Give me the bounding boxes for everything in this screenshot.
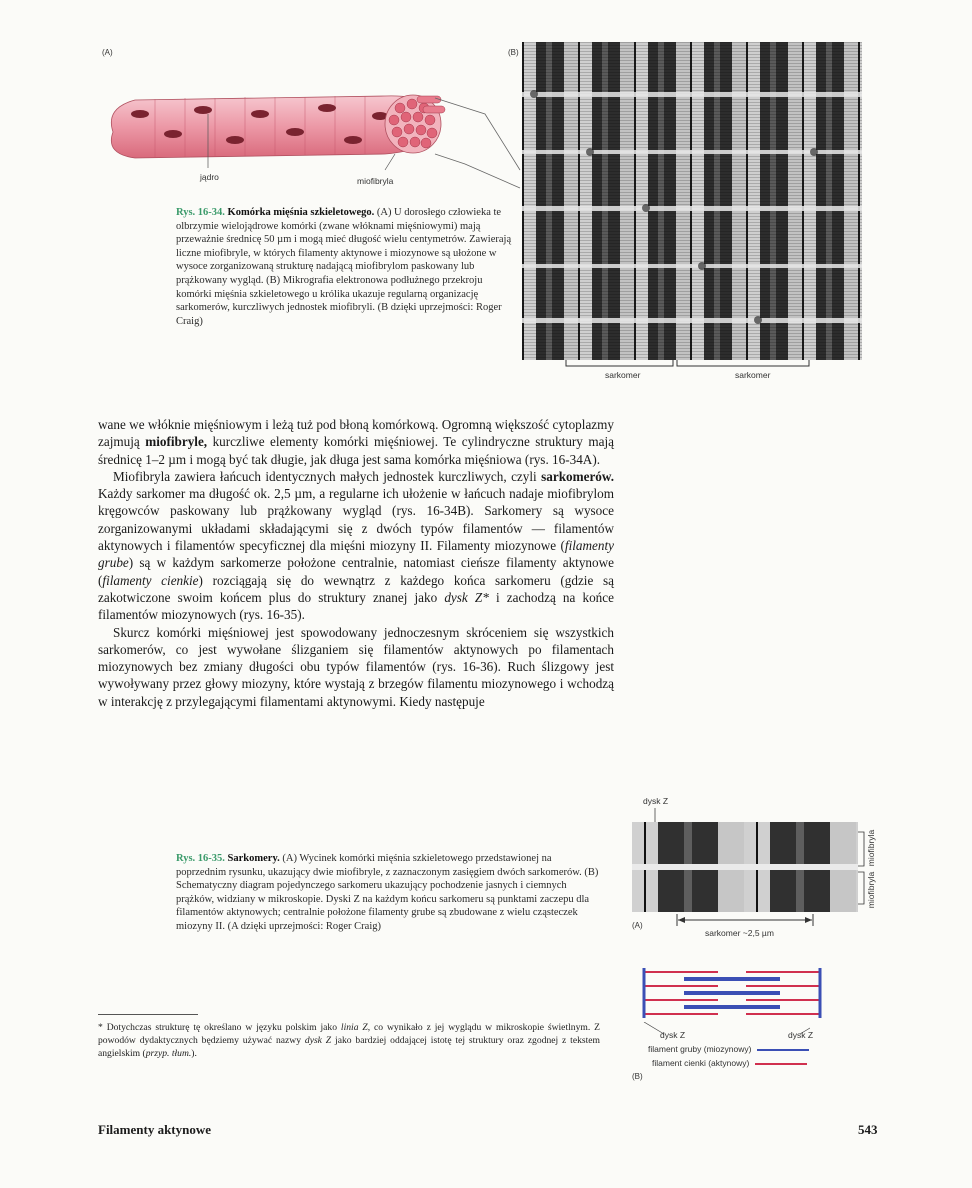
fig35-panel-b-letter: (B) [632,1072,643,1081]
fig34-panel-b-letter: (B) [508,48,519,57]
myofibril-label-1: miofibryla [866,829,876,867]
fig35-panel-a-letter: (A) [632,921,643,930]
footnote: * Dotychczas strukturę tę określano w języku polskim jako linia Z, co wynikało z jej wyglądu w mikroskopie świetlnym. Z powodów dydaktycznych będziemy używać nazwy dysk Z jako bardziej oddającej istotę tej struktury oraz zgodnej z tekstem angielskim (przyp. tłum.). [98,1022,600,1059]
legend-thick-swatch [757,1049,809,1051]
legend-thin-label: filament cienki (aktynowy) [652,1058,750,1068]
sarcomere-label-1: sarkomer [605,370,641,380]
label-nucleus: jądro [200,172,219,182]
paragraph-1: wane we włóknie mięśniowym i leżą tuż pod błoną komórkową. Ogromną większość cytoplazmy zajmują miofibryle, kurczliwe elementy komórki mięśniowej. Te cylindryczne struktury mają średnicę 1–2 µm i mogą być tak długie, jak długa jest sama komórka mięśniowa (rys. 16-34A). [98,417,614,467]
label-zdisc-left: dysk Z [660,1030,686,1040]
myofibril-label-2-wrap [862,872,876,908]
paragraph-3: Skurcz komórki mięśniowej jest spowodowany jednoczesnym skróceniem się wszystkich sarkomerów, co jest wywołane ślizganiem się filamentów aktynowych po filamentach miozynowych bez zmiany długości obu typów filamentów (rys. 16-36). Ruch ślizgowy jest wywoływany przez głowy miozyny, które wystają z brzegów filamentu miozynowego i wchodzą w interakcję z przylegającymi filamentami aktynowymi. Kiedy następuje [98,624,614,709]
sarcomere-brackets [565,360,815,374]
body-text-block [98,416,614,710]
figure-35-caption [176,852,600,934]
fig34-panel-a-letter: (A) [102,48,113,57]
label-zdisc-right: dysk Z [788,1030,814,1040]
caption-35-text: (A) Wycinek komórki mięśnia szkieletowego przedstawionej na poprzednim rysunku, ukazujący dwie miofibryle, z zaznaczonym zasięgiem dwóch sarkomerów. (B) Schematyczny diagram pojedynczego sarkomeru ukazujący pochodzenie jasnych i ciemnych prążków, widziany w mikroskopie. Dyski Z na każdym końcu sarkomeru są punktami zaczepu dla filamentów aktynowych; centralnie położone filamenty grube są zbudowane z wielu cząsteczek miozyny II. (A dzięki uprzejmości: Roger Craig) [176,853,599,932]
legend-thin-swatch [755,1063,807,1065]
myofibril-label-2: miofibryla [866,871,876,909]
footer-section-title: Filamenty aktynowe [98,1122,212,1137]
caption-number: Rys. 16-34. [176,207,225,218]
legend-thick [648,1044,809,1054]
myofibril-label-1-wrap [862,830,876,868]
sarcomere-schematic [632,966,832,1024]
muscle-fiber-illustration [95,70,535,190]
caption-text: (A) U dorosłego człowieka te olbrzymie wielojądrowe komórki (zwane włóknami mięśniowymi) mają przeważnie średnicę 50 µm i mogą mieć długość wielu centymetrów. Zawierają liczne miofibryle, w których filamenty aktynowe i miozynowe są ułożone w wysoce zorganizowaną strukturę nadającą miofibrylom paskowany lub prążkowany wygląd. (B) Mikrografia elektronowa podłużnego przekroju komórki mięśnia szkieletowego u królika ukazuje regularną organizację sarkomerów, kurczliwych jednostek miofibryli. (B dzięki uprzejmości: Roger Craig) [176,207,512,327]
electron-micrograph [522,42,862,360]
page-number: 543 [858,1122,878,1137]
paragraph-2: Miofibryla zawiera łańcuch identycznych małych jednostek kurczliwych, czyli sarkomerów. Każdy sarkomer ma długość ok. 2,5 µm, a regularne ich ułożenie w łańcuch nadaje miofibrylom kręgowców paskowany lub prążkowany wygląd (rys. 16-34B). Sarkomery są wysoce zorganizowanymi układami składającymi się z dwóch typów filamentów — filamentów aktynowych i filamentów specyficznej dla mięśni miozyny II. Filamenty miozynowe (filamenty grube) są w każdym sarkomerze położone centralnie, natomiast cieńsze filamenty aktynowe (filamenty cienkie) rozciągają się do wewnątrz z każdego końca sarkomeru (gdzie są zakotwiczone swoim końcem plus do struktury znanej jako dysk Z* i zachodzą na końce filamentów miozynowych (rys. 16-35). [98,468,614,623]
sarcomere-micrograph [632,822,858,912]
sarcomere-length-arrow [676,914,814,926]
caption-35-title: Sarkomery. [227,853,280,864]
figure-34-caption [176,206,512,328]
label-zdisc-top: dysk Z [643,796,669,806]
sarcomere-label-2: sarkomer [735,370,771,380]
sarcomere-length-label: sarkomer ~2,5 µm [705,928,774,938]
legend-thick-label: filament gruby (miozynowy) [648,1044,752,1054]
label-myofibril: miofibryla [357,176,394,186]
caption-35-number: Rys. 16-35. [176,853,225,864]
footnote-rule [98,1014,198,1015]
caption-title: Komórka mięśnia szkieletowego. [227,207,375,218]
legend-thin [652,1058,807,1068]
